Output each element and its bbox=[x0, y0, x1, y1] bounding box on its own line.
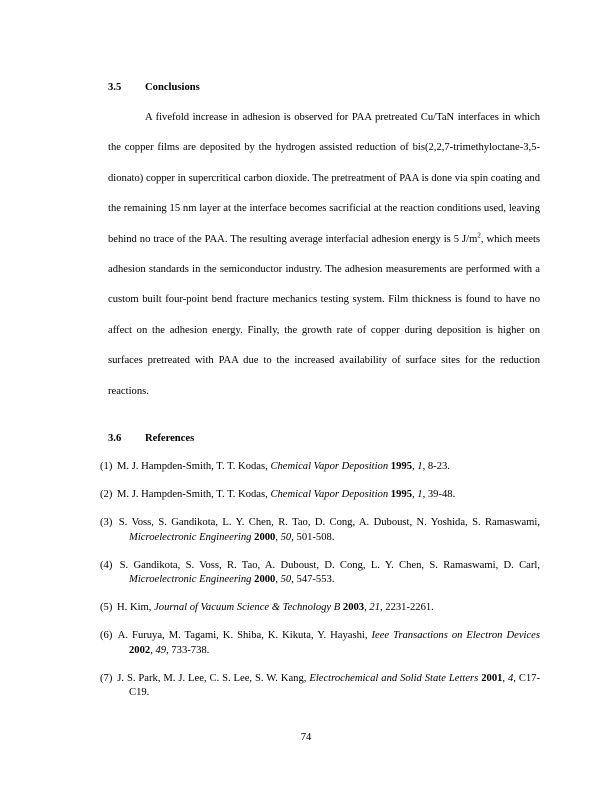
superscript-exponent: 2 bbox=[477, 231, 481, 240]
reference-pages: , 733-738. bbox=[166, 644, 210, 656]
reference-year: 2003 bbox=[342, 602, 365, 613]
reference-year: 2000 bbox=[254, 531, 276, 543]
conclusions-paragraph bbox=[108, 103, 540, 407]
reference-pages: , 501-508. bbox=[291, 531, 335, 543]
conclusions-text-part-2: , which meets adhesion standards in the semiconductor industry. The adhesion measurements are performed with a custom built four-point bend fracture mechanics testing system. Film thickness is found to have no affect on the adhesion energy. Finally, the growth rate of copper during deposition is higher on surfaces pretreated with PAA due to the increased availability of surface sites for the reduction reactions. bbox=[108, 233, 541, 397]
reference-volume: 1 bbox=[417, 489, 423, 500]
reference-number: (1) bbox=[100, 461, 113, 472]
reference-number: (3) bbox=[100, 517, 113, 528]
reference-year: 2001 bbox=[481, 672, 503, 684]
references-section-title: References bbox=[145, 433, 195, 444]
reference-pages: , C17-C19. bbox=[129, 672, 541, 698]
reference-authors: S. Voss, S. Gandikota, L. Y. Chen, R. Tao, D. Cong, A. Duboust, N. Yoshida, S. Ramaswami, bbox=[118, 517, 540, 528]
reference-item: (1) M. J. Hampden-Smith, T. T. Kodas, Chemical Vapor Deposition 1995, 1, 8-23. bbox=[100, 461, 450, 472]
reference-pages: , 8-23. bbox=[422, 461, 450, 472]
reference-volume: 21 bbox=[369, 602, 380, 613]
reference-volume: 50 bbox=[280, 574, 292, 585]
reference-journal: Electrochemical and Solid State Letters bbox=[309, 672, 479, 684]
reference-authors: M. J. Hampden-Smith, T. T. Kodas, bbox=[117, 461, 268, 472]
reference-item: (2) M. J. Hampden-Smith, T. T. Kodas, Chemical Vapor Deposition 1995, 1, 39-48. bbox=[100, 489, 456, 500]
reference-pages: , 547-553. bbox=[291, 574, 335, 585]
references-section-number: 3.6 bbox=[108, 433, 122, 444]
conclusions-text-part-1: A fivefold increase in adhesion is observed for PAA pretreated Cu/TaN interfaces in which the copper films are deposited by the hydrogen assisted reduction of bis(2,2,7-trimethyloctane-3,5-dionato) copper in supercritical carbon dioxide. The pretreatment of PAA is done via spin coating and the remaining 15 nm layer at the interface becomes sacrificial at the reaction conditions used, leaving behind no trace of the PAA. The resulting average interfacial adhesion energy is 5 J/m bbox=[108, 112, 540, 245]
page-number: 74 bbox=[300, 732, 312, 743]
reference-journal: Ieee Transactions on Electron Devices bbox=[371, 630, 540, 641]
reference-journal: Microelectronic Engineering bbox=[129, 531, 252, 543]
reference-volume: 50 bbox=[280, 531, 292, 543]
reference-volume: 1 bbox=[417, 461, 423, 472]
reference-authors: H. Kim, bbox=[117, 602, 152, 613]
reference-year: 1995 bbox=[390, 461, 412, 472]
reference-number: (2) bbox=[100, 489, 113, 500]
reference-number: (7) bbox=[100, 672, 113, 684]
reference-authors: S. Gandikota, S. Voss, R. Tao, A. Duboust, D. Cong, L. Y. Chen, S. Ramaswami, D. Carl, bbox=[119, 559, 540, 571]
reference-authors: A. Furuya, M. Tagami, K. Shiba, K. Kikuta, Y. Hayashi, bbox=[117, 630, 368, 641]
reference-item: (5) H. Kim, Journal of Vacuum Science & Technology B 2003, 21, 2231-2261. bbox=[100, 602, 434, 613]
reference-year: 1995 bbox=[390, 489, 412, 500]
reference-item: (3) S. Voss, S. Gandikota, L. Y. Chen, R. Tao, D. Cong, A. Duboust, N. Yoshida, S. Ramaswami, Microelectronic Engineering 2000, 50, 501-508. bbox=[100, 517, 540, 543]
reference-pages: , 39-48. bbox=[422, 489, 456, 500]
reference-journal: Chemical Vapor Deposition bbox=[270, 489, 389, 500]
conclusions-section-number: 3.5 bbox=[108, 82, 122, 93]
reference-list bbox=[100, 460, 540, 714]
reference-journal: Chemical Vapor Deposition bbox=[270, 461, 389, 472]
conclusions-heading bbox=[108, 82, 200, 93]
reference-item: (6) A. Furuya, M. Tagami, K. Shiba, K. Kikuta, Y. Hayashi, Ieee Transactions on Electron Devices 2002, 49, 733-738. bbox=[100, 630, 540, 656]
reference-number: (6) bbox=[100, 630, 113, 641]
reference-volume: 49 bbox=[155, 644, 167, 656]
reference-year: 2002 bbox=[129, 644, 151, 656]
reference-number: (4) bbox=[100, 559, 113, 571]
reference-year: 2000 bbox=[254, 574, 276, 585]
reference-volume: 4 bbox=[507, 672, 514, 684]
conclusions-section-title: Conclusions bbox=[145, 82, 200, 93]
reference-authors: M. J. Hampden-Smith, T. T. Kodas, bbox=[117, 489, 268, 500]
reference-item: (7) J. S. Park, M. J. Lee, C. S. Lee, S. W. Kang, Electrochemical and Solid State Letters 2001, 4, C17-C19. bbox=[100, 672, 541, 698]
reference-item: (4) S. Gandikota, S. Voss, R. Tao, A. Duboust, D. Cong, L. Y. Chen, S. Ramaswami, D. Carl, Microelectronic Engineering 2000, 50, 547-553. bbox=[100, 559, 540, 585]
reference-authors: J. S. Park, M. J. Lee, C. S. Lee, S. W. Kang, bbox=[117, 672, 307, 684]
references-heading bbox=[108, 433, 194, 444]
reference-number: (5) bbox=[100, 602, 113, 613]
reference-journal: Microelectronic Engineering bbox=[129, 574, 252, 585]
reference-journal: Journal of Vacuum Science & Technology B bbox=[154, 602, 341, 613]
reference-pages: , 2231-2261. bbox=[379, 602, 434, 613]
